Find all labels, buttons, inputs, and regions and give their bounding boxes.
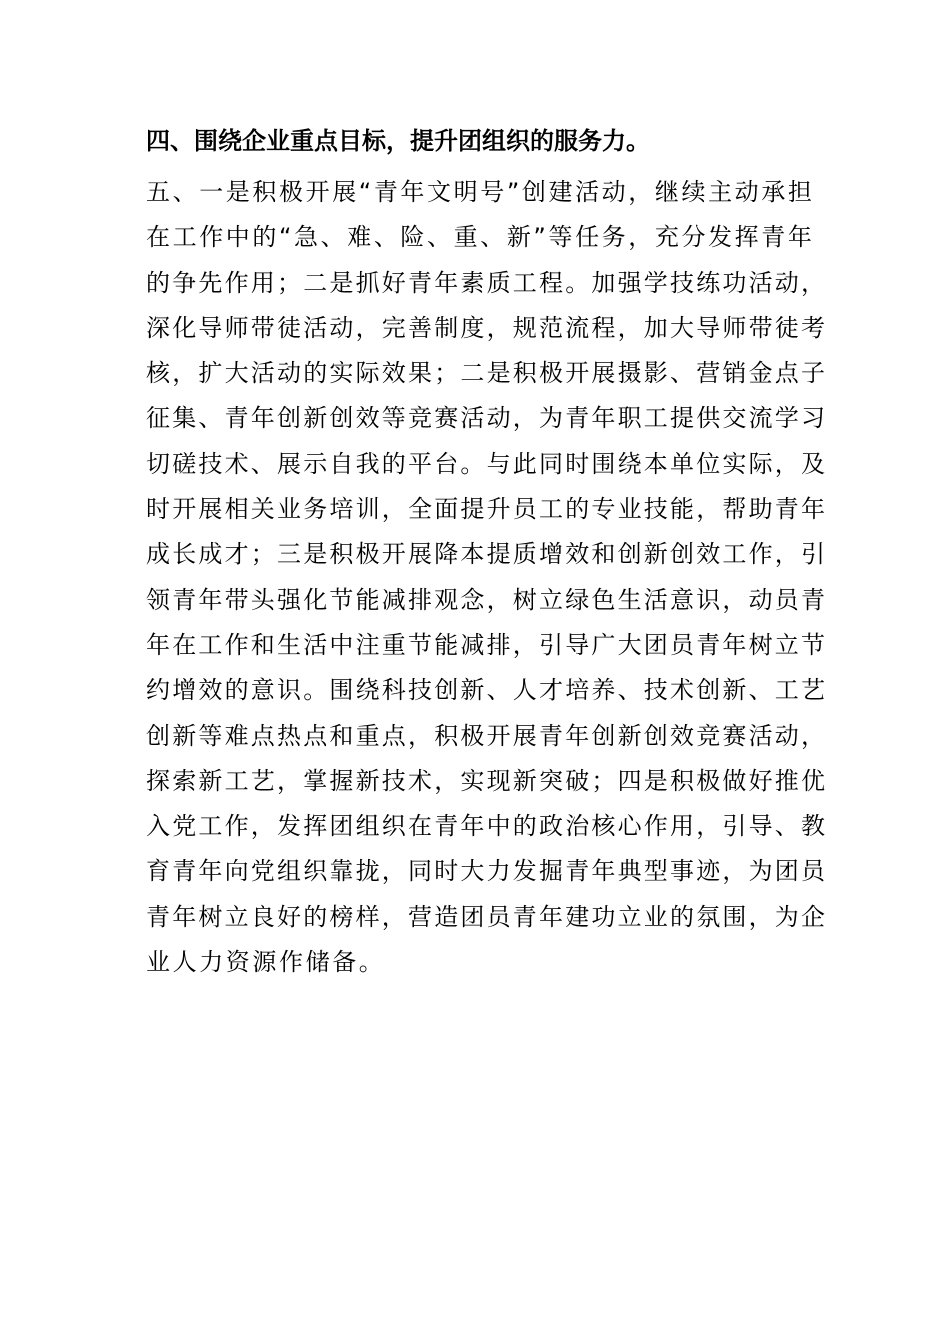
paragraph-line: 领青年带头强化节能减排观念，树立绿色生活意识，动员青 xyxy=(146,585,828,614)
paragraph-line: 青年树立良好的榜样，营造团员青年建功立业的氛围，为企 xyxy=(146,902,828,931)
section-heading: 四、围绕企业重点目标，提升团组织的服务力。 xyxy=(146,127,650,155)
paragraph-line: 约增效的意识。围绕科技创新、人才培养、技术创新、工艺 xyxy=(146,676,828,705)
paragraph-line: 核，扩大活动的实际效果；二是积极开展摄影、营销金点子 xyxy=(146,359,828,388)
paragraph-line: 育青年向党组织靠拢，同时大力发掘青年典型事迹，为团员 xyxy=(146,857,828,886)
paragraph-line: 创新等难点热点和重点，积极开展青年创新创效竞赛活动， xyxy=(146,721,828,750)
paragraph-line: 的争先作用；二是抓好青年素质工程。加强学技练功活动， xyxy=(146,268,828,297)
paragraph-line: 切磋技术、展示自我的平台。与此同时围绕本单位实际，及 xyxy=(146,449,828,478)
paragraph-line: 征集、青年创新创效等竞赛活动，为青年职工提供交流学习 xyxy=(146,404,828,433)
paragraph-line: 探索新工艺，掌握新技术，实现新突破；四是积极做好推优 xyxy=(146,766,828,795)
paragraph-line: 业人力资源作储备。 xyxy=(146,948,386,977)
body-paragraph xyxy=(146,170,826,985)
paragraph-line: 在工作中的“急、难、险、重、新”等任务，充分发挥青年 xyxy=(146,223,815,252)
paragraph-line: 入党工作，发挥团组织在青年中的政治核心作用，引导、教 xyxy=(146,812,828,841)
paragraph-line: 五、一是积极开展“青年文明号”创建活动，继续主动承担 xyxy=(146,178,815,206)
paragraph-line: 深化导师带徒活动，完善制度，规范流程，加大导师带徒考 xyxy=(146,313,828,342)
paragraph-line: 时开展相关业务培训，全面提升员工的专业技能，帮助青年 xyxy=(146,495,828,524)
paragraph-line: 成长成才；三是积极开展降本提质增效和创新创效工作，引 xyxy=(146,540,828,569)
paragraph-line: 年在工作和生活中注重节能减排，引导广大团员青年树立节 xyxy=(146,630,828,659)
